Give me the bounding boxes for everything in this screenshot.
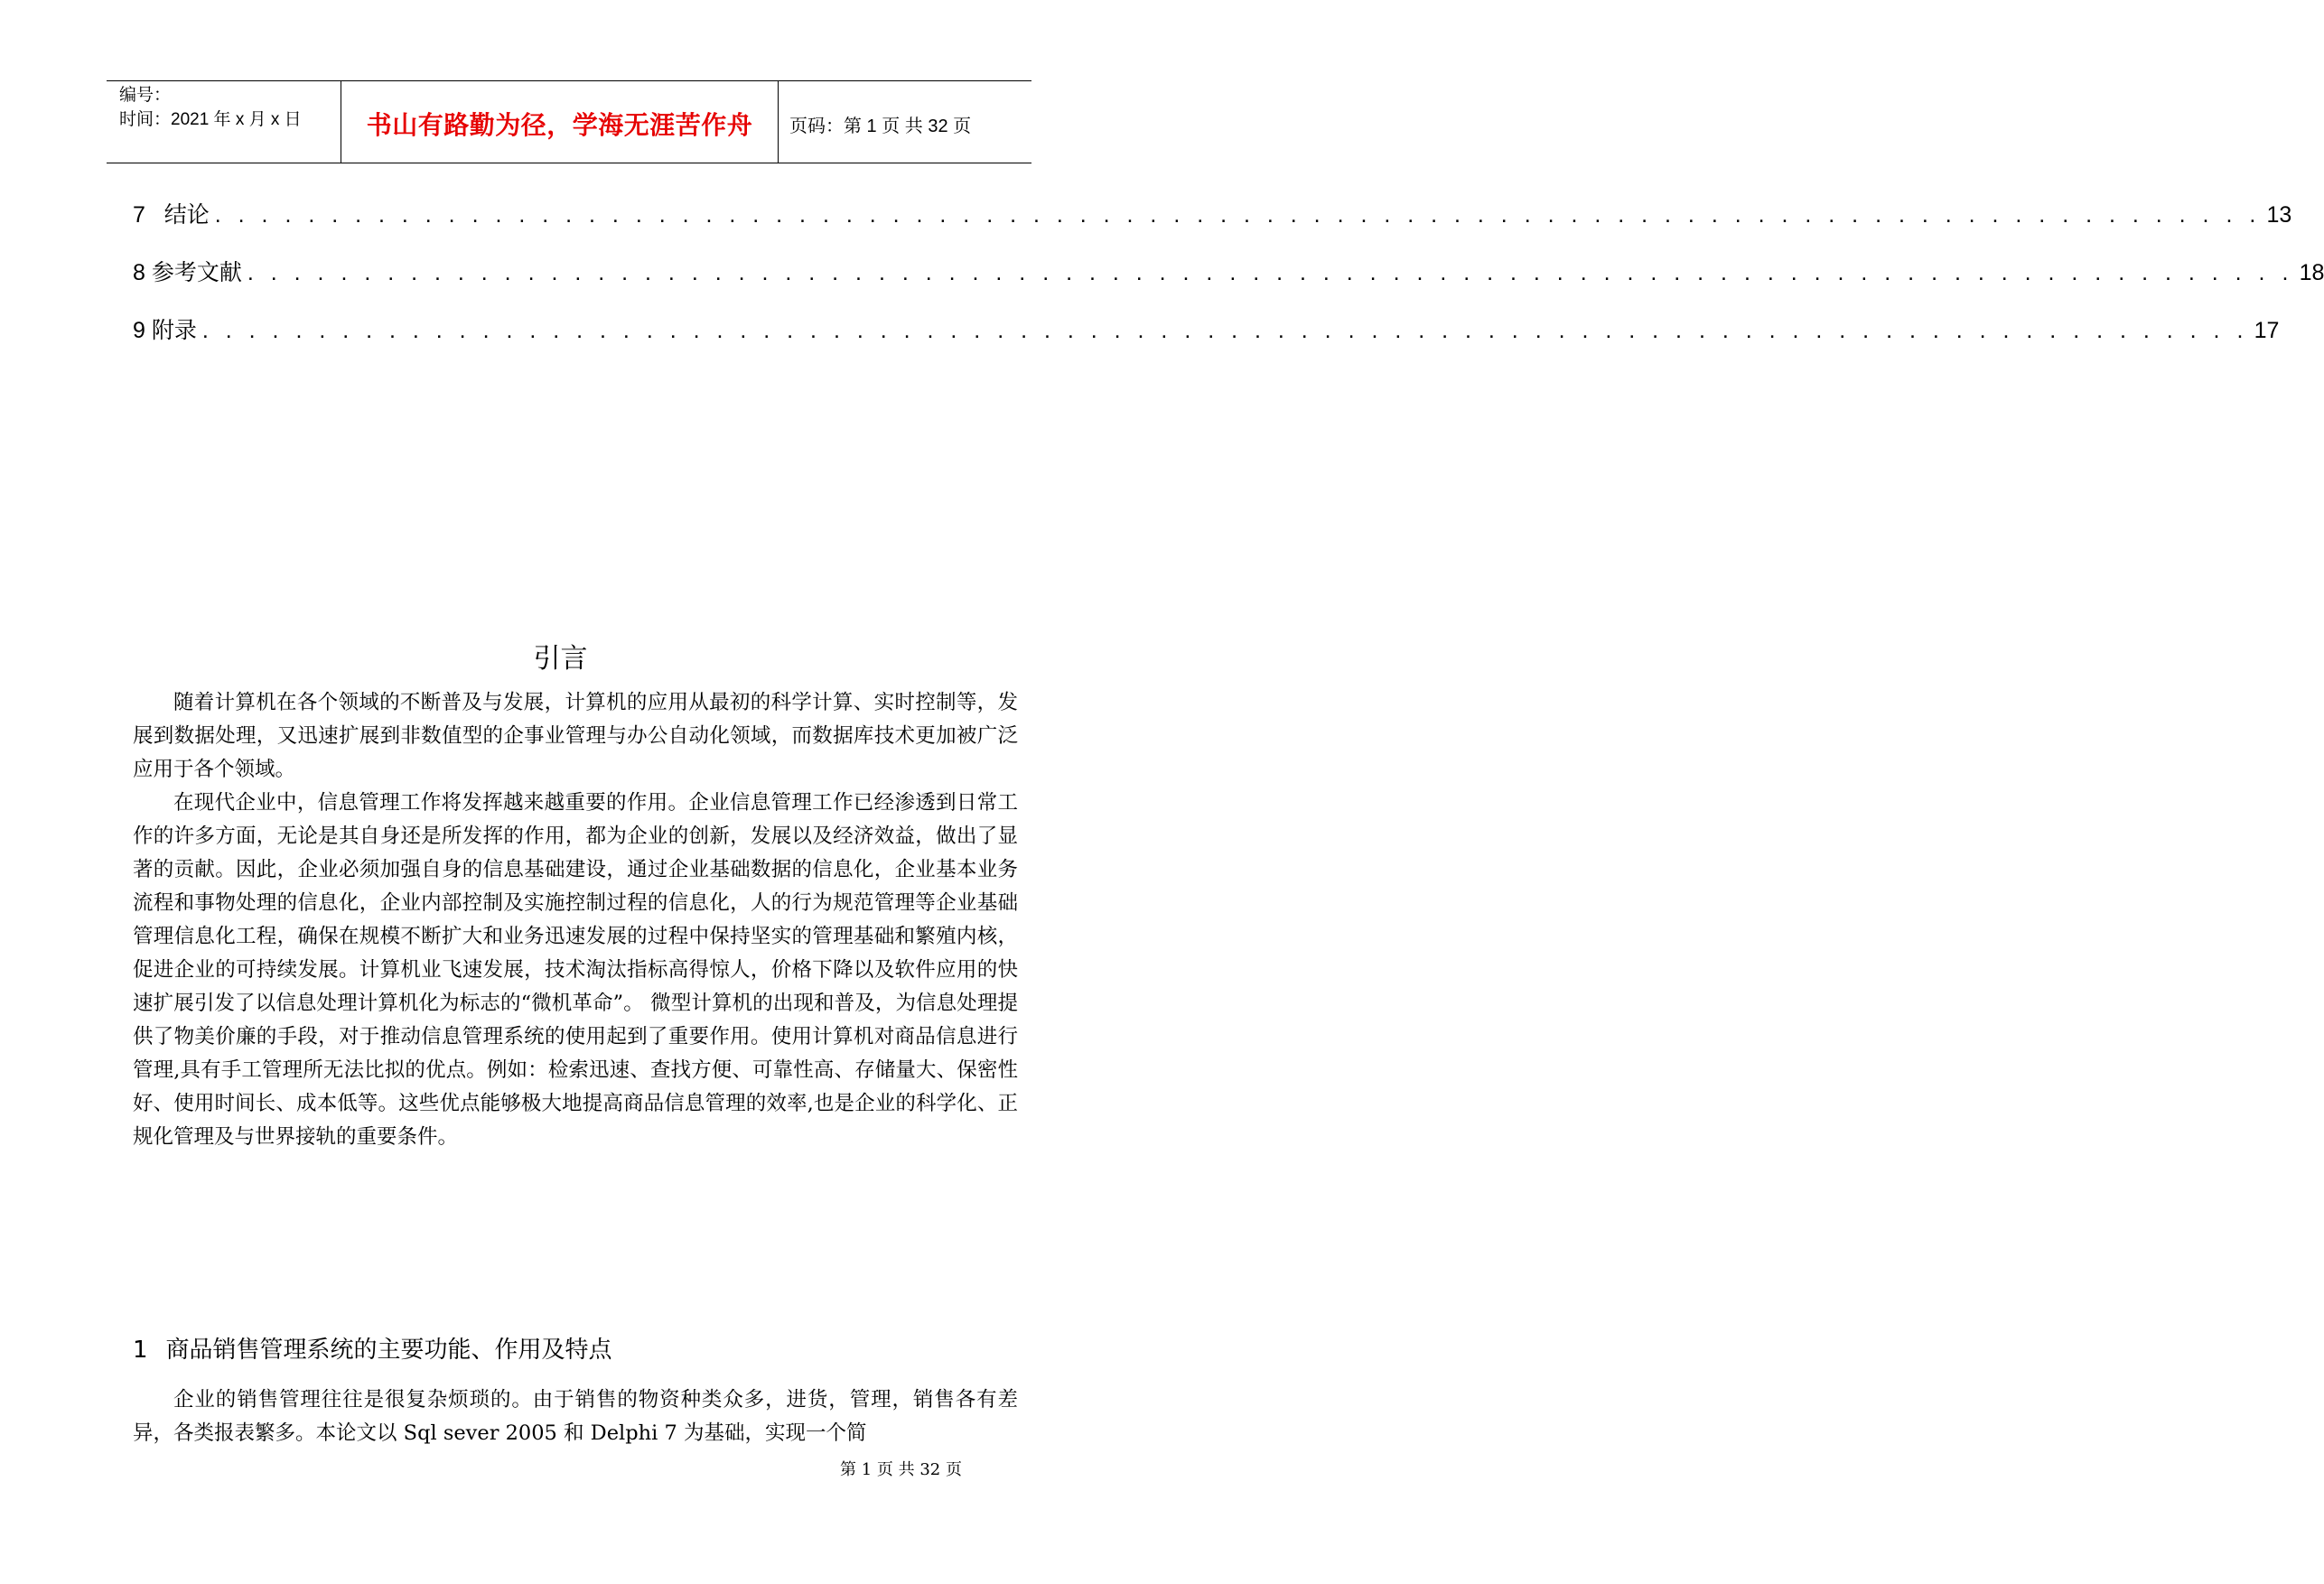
toc-entry-page: 13 (2266, 202, 2292, 228)
toc-entry[interactable] (133, 255, 2324, 312)
toc-entry[interactable] (133, 197, 2292, 255)
toc-leader: . . . . . . . . . . . . . . . . . . . . . . . . . . . . . . . . . . . . . . . . . . . . . . . . . . . . . . . . . . . . . . . . . . . . . . . . . . . . . . . . . . . . . . . . (214, 202, 2262, 228)
serial-label: 编号： (119, 86, 172, 105)
toc-entry-number: 8 (133, 260, 152, 285)
toc-entry-page: 17 (2254, 318, 2280, 343)
section-title: 商品销售管理系统的主要功能、作用及特点 (165, 1337, 612, 1364)
header-meta (107, 81, 341, 163)
toc-entry[interactable] (133, 312, 2280, 370)
toc-entry-title: 结论 (163, 202, 210, 228)
intro-heading: 引言 (533, 643, 588, 675)
section-number: 1 (133, 1337, 148, 1364)
document-header (107, 80, 1031, 163)
page-footer: 第 1 页 共 32 页 (840, 1460, 962, 1479)
toc-entry-title: 参考文献 (151, 260, 242, 285)
toc-leader: . . . . . . . . . . . . . . . . . . . . . . . . . . . . . . . . . . . . . . . . . . . . . . . . . . . . . . . . . . . . . . . . . . . . . . . . . . . . . . . . . . . . . . . . (201, 318, 2249, 343)
toc-entry-title: 附录 (151, 318, 197, 343)
intro-body (133, 686, 1018, 1154)
toc-leader: . . . . . . . . . . . . . . . . . . . . . . . . . . . . . . . . . . . . . . . . . . . . . . . . . . . . . . . . . . . . . . . . . . . . . . . . . . . . . . . . . . . . . . . . (247, 260, 2294, 285)
section-paragraph: 企业的销售管理往往是很复杂烦琐的。由于销售的物资种类众多，进货，管理，销售各有差异，各类报表繁多。本论文以 Sql sever 2005 和 Delphi 7 为基础，实现一个简 (133, 1388, 1018, 1445)
table-of-contents (133, 197, 2324, 370)
date-line: 时间：2021 年 x 月 x 日 (119, 110, 302, 129)
toc-entry-page: 18 (2299, 260, 2324, 285)
toc-entry-number: 9 (133, 318, 152, 343)
intro-paragraph: 在现代企业中，信息管理工作将发挥越来越重要的作用。企业信息管理工作已经渗透到日常工作的许多方面，无论是其自身还是所发挥的作用，都为企业的创新，发展以及经济效益，做出了显著的贡献。因此，企业必须加强自身的信息基础建设，通过企业基础数据的信息化，企业基本业务流程和事物处理的信息化，企业内部控制及实施控制过程的信息化，人的行为规范管理等企业基础管理信息化工程，确保在规模不断扩大和业务迅速发展的过程中保持坚实的管理基础和繁殖内核，促进企业的可持续发展。计算机业飞速发展，技术淘汰指标高得惊人，价格下降以及软件应用的快速扩展引发了以信息处理计算机化为标志的“微机革命”。 微型计算机的出现和普及，为信息处理提供了物美价廉的手段，对于推动信息管理系统的使用起到了重要作用。使用计算机对商品信息进行管理,具有手工管理所无法比拟的优点。例如：检索迅速、查找方便、可靠性高、存储量大、保密性好、使用时间长、成本低等。这些优点能够极大地提高商品信息管理的效率,也是企业的科学化、正规化管理及与世界接轨的重要条件。 (133, 791, 1018, 1149)
header-motto: 书山有路勤为径，学海无涯苦作舟 (341, 81, 779, 163)
section-1-heading (133, 1331, 612, 1365)
intro-paragraph: 随着计算机在各个领域的不断普及与发展，计算机的应用从最初的科学计算、实时控制等，发展到数据处理，又迅速扩展到非数值型的企事业管理与办公自动化领域，而数据库技术更加被广泛应用于各个领域。 (133, 691, 1018, 781)
header-page-info: 页码：第 1 页 共 32 页 (789, 116, 972, 136)
section-1-body (133, 1384, 1018, 1450)
toc-entry-number: 7 (133, 202, 164, 228)
